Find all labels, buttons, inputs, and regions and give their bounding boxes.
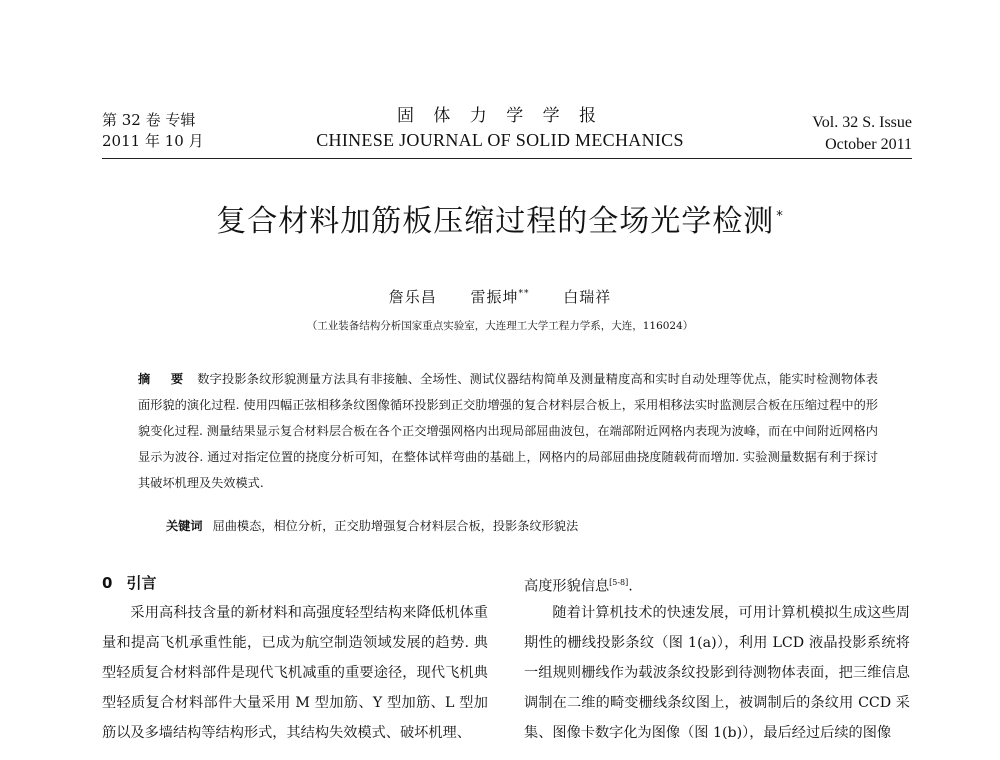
citation-ref: [5-8]	[609, 578, 629, 587]
author	[563, 286, 611, 307]
section-title: 引言	[126, 574, 157, 592]
paper-title	[100, 196, 900, 240]
author-mark: **	[518, 289, 530, 299]
body-paragraph: 采用高科技含量的新材料和高强度轻型结构来降低机体重量和提高飞机承重性能，已成为航空制造领域发展的趋势. 典型轻质复合材料部件是现代飞机减重的重要途径，现代飞机典型轻质复合材料部件大量采用 M 型加筋、Y 型加筋、L 型加筋以及多墙结构等结构形式，其结构失效模式、破坏机理、	[102, 605, 488, 741]
keywords	[166, 516, 878, 536]
author	[470, 286, 529, 307]
keywords-label: 关键词	[166, 519, 203, 533]
volume-label: 第 32 卷 专辑	[102, 111, 196, 129]
author-name: 雷振坤	[470, 288, 519, 306]
body-column-right	[524, 568, 910, 748]
journal-name-cn: 固 体 力 学 学 报	[396, 106, 604, 126]
issue-date: 2011 年 10 月	[102, 132, 204, 150]
abstract-label: 摘 要	[138, 372, 192, 386]
affiliation: （工业装备结构分析国家重点实验室，大连理工大学工程力学系，大连，116024）	[306, 320, 694, 332]
section-heading	[102, 568, 488, 598]
issue-date-en: October 2011	[825, 136, 912, 153]
issue-info	[102, 110, 204, 152]
keywords-text: 屈曲模态，相位分析，正交肋增强复合材料层合板，投影条纹形貌法	[212, 519, 579, 533]
journal-name-en: CHINESE JOURNAL OF SOLID MECHANICS	[316, 130, 684, 150]
body-column-left	[102, 568, 488, 748]
volume-label-en: Vol. 32 S. Issue	[812, 114, 912, 131]
title-footnote-mark: *	[776, 209, 784, 224]
body-continuation	[524, 568, 910, 598]
continuation-end: .	[628, 578, 633, 595]
continuation-text: 高度形貌信息	[524, 578, 610, 595]
issue-info-en	[812, 112, 912, 156]
paper-title-text: 复合材料加筋板压缩过程的全场光学检测	[216, 204, 775, 239]
author-list	[100, 286, 900, 307]
section-number: 0	[102, 574, 113, 592]
header-divider	[102, 158, 912, 159]
body-paragraph: 随着计算机技术的快速发展，可用计算机模拟生成这些周期性的栅线投影条纹（图 1(a)），利用 LCD 液晶投影系统将一组规则栅线作为载波条纹投影到待测物体表面，把三维信息调制在二维的畸变栅线条纹图上，被调制后的条纹用 CCD 采集、图像卡数字化为图像（图 1(b)），最后经过后续的图像	[524, 605, 910, 741]
author-name: 白瑞祥	[563, 288, 612, 306]
author-name: 詹乐昌	[388, 288, 437, 306]
abstract-text: 数字投影条纹形貌测量方法具有非接触、全场性、测试仪器结构简单及测量精度高和实时自动处理等优点，能实时检测物体表面形貌的演化过程. 使用四幅正弦相移条纹图像循环投影到正交肋增强的复合材料层合板上，采用相移法实时监测层合板在压缩过程中的形貌变化过程. 测量结果显示复合材料层合板在各个正交增强网格内出现局部屈曲波包，在端部附近网格内表现为波峰，而在中间附近网格内显示为波谷. 通过对指定位置的挠度分析可知，在整体试样弯曲的基础上，网格内的局部屈曲挠度随载荷而增加. 实验测量数据有利于探讨其破坏机理及失效模式.	[138, 372, 878, 490]
journal-name	[250, 104, 750, 152]
abstract	[138, 366, 878, 496]
author	[389, 286, 437, 307]
